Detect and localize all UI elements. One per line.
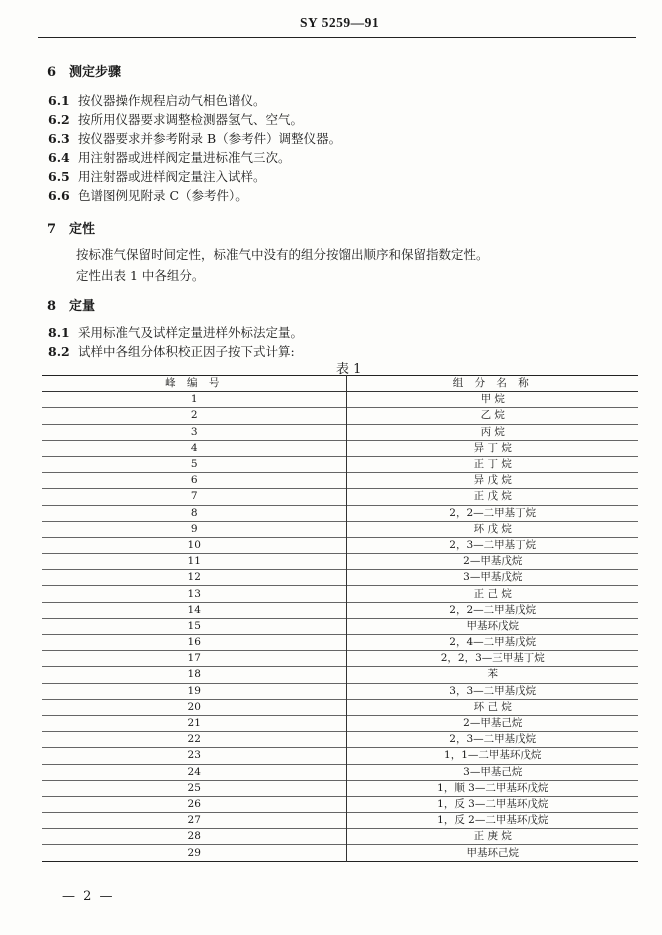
peak-number-cell: 27 [42,813,347,829]
clause-6-4: 6.4 用注射器或进样阀定量进标准气三次。 [48,150,291,165]
peak-number-cell: 11 [42,554,347,570]
table-row [42,618,638,634]
component-name-cell: 1，顺 3—二甲基环戊烷 [347,780,638,796]
component-name-cell: 甲 烷 [347,392,638,408]
component-name-cell: 2，4—二甲基戊烷 [347,635,638,651]
peak-number-cell: 29 [42,845,347,861]
clause-6-6: 6.6 色谱图例见附录 C（参考件）。 [48,188,248,203]
table-row [42,635,638,651]
peak-number-cell: 7 [42,489,347,505]
peak-number-cell: 3 [42,424,347,440]
peak-number-cell: 1 [42,392,347,408]
component-name-cell: 正 庚 烷 [347,829,638,845]
section-title: 定量 [69,299,96,314]
peak-number-cell: 8 [42,505,347,521]
peak-number-cell: 10 [42,537,347,553]
component-name-cell: 环 己 烷 [347,699,638,715]
section-number: 6 [47,65,57,80]
column-header-component-name: 组 分 名 称 [347,376,638,392]
component-name-cell: 异 戊 烷 [347,473,638,489]
section-7-heading [47,218,95,237]
component-name-cell: 苯 [347,667,638,683]
clause-6-3: 6.3 按仪器要求并参考附录 B（参考件）调整仪器。 [48,131,342,146]
clause-8-2: 8.2 试样中各组分体积校正因子按下式计算: [48,344,295,359]
table-row [42,586,638,602]
table-caption: 表 1 [336,362,362,377]
peak-number-cell: 16 [42,635,347,651]
table-row [42,829,638,845]
component-name-cell: 异 丁 烷 [347,440,638,456]
page-number: — 2 — [62,889,115,904]
component-name-cell: 1，1—二甲基环戊烷 [347,748,638,764]
peak-number-cell: 28 [42,829,347,845]
table-row [42,392,638,408]
peak-number-cell: 14 [42,602,347,618]
component-name-cell: 环 戊 烷 [347,521,638,537]
table-row [42,456,638,472]
component-name-cell: 2，2，3—三甲基丁烷 [347,651,638,667]
component-name-cell: 甲基环己烷 [347,845,638,861]
peak-number-cell: 12 [42,570,347,586]
clause-6-2: 6.2 按所用仪器要求调整检测器氢气、空气。 [48,112,304,127]
table-row [42,408,638,424]
component-name-cell: 3—甲基己烷 [347,764,638,780]
section-title: 测定步骤 [69,65,122,80]
component-name-cell: 正 戊 烷 [347,489,638,505]
table-row [42,667,638,683]
component-name-cell: 2，2—二甲基戊烷 [347,602,638,618]
table-row [42,748,638,764]
standard-code: SY 5259—91 [300,15,380,30]
clause-6-5: 6.5 用注射器或进样阀定量注入试样。 [48,169,266,184]
section-7-paragraph-2: 定性出表 1 中各组分。 [76,268,205,283]
section-6-heading [47,61,121,80]
component-name-cell: 3—甲基戊烷 [347,570,638,586]
peak-number-cell: 6 [42,473,347,489]
table-row [42,440,638,456]
section-7-paragraph-1: 按标准气保留时间定性，标准气中没有的组分按馏出顺序和保留指数定性。 [76,247,489,262]
peak-number-cell: 26 [42,796,347,812]
section-title: 定性 [69,222,96,237]
component-name-cell: 乙 烷 [347,408,638,424]
table-row [42,699,638,715]
table-row [42,537,638,553]
table-row [42,764,638,780]
clause-8-1: 8.1 采用标准气及试样定量进样外标法定量。 [48,325,304,340]
peak-number-cell: 15 [42,618,347,634]
peak-number-cell: 13 [42,586,347,602]
table-row [42,813,638,829]
peak-number-cell: 24 [42,764,347,780]
component-name-cell: 1，反 3—二甲基环戊烷 [347,796,638,812]
table-row [42,424,638,440]
clause-6-1: 6.1 按仪器操作规程启动气相色谱仪。 [48,93,266,108]
section-8-heading [47,295,95,314]
table-row [42,489,638,505]
column-header-peak-number: 峰 编 号 [42,376,347,392]
component-name-cell: 2，3—二甲基戊烷 [347,732,638,748]
peak-number-cell: 9 [42,521,347,537]
component-name-cell: 甲基环戊烷 [347,618,638,634]
peak-number-cell: 25 [42,780,347,796]
peak-number-cell: 21 [42,715,347,731]
table-row [42,473,638,489]
table-row [42,602,638,618]
section-number: 7 [47,222,57,237]
component-name-cell: 2，2—二甲基丁烷 [347,505,638,521]
table-row [42,845,638,861]
peak-number-cell: 2 [42,408,347,424]
table-row [42,554,638,570]
table-row [42,505,638,521]
component-name-cell: 2—甲基己烷 [347,715,638,731]
component-name-cell: 2—甲基戊烷 [347,554,638,570]
section-number: 8 [47,299,57,314]
table-body [42,392,638,861]
component-name-cell: 丙 烷 [347,424,638,440]
table-row [42,780,638,796]
peak-number-cell: 19 [42,683,347,699]
header-rule [38,37,636,38]
peak-number-cell: 22 [42,732,347,748]
peak-number-cell: 17 [42,651,347,667]
peak-number-cell: 4 [42,440,347,456]
table-row [42,732,638,748]
components-table [42,375,638,862]
table-row [42,796,638,812]
component-name-cell: 正 丁 烷 [347,456,638,472]
peak-number-cell: 20 [42,699,347,715]
table-row [42,521,638,537]
component-name-cell: 1，反 2—二甲基环戊烷 [347,813,638,829]
component-name-cell: 正 己 烷 [347,586,638,602]
component-name-cell: 2，3—二甲基丁烷 [347,537,638,553]
peak-number-cell: 18 [42,667,347,683]
peak-number-cell: 5 [42,456,347,472]
table-row [42,570,638,586]
table-row [42,715,638,731]
peak-number-cell: 23 [42,748,347,764]
component-name-cell: 3，3—二甲基戊烷 [347,683,638,699]
table-row [42,651,638,667]
table-row [42,683,638,699]
table-header-row [42,376,638,392]
